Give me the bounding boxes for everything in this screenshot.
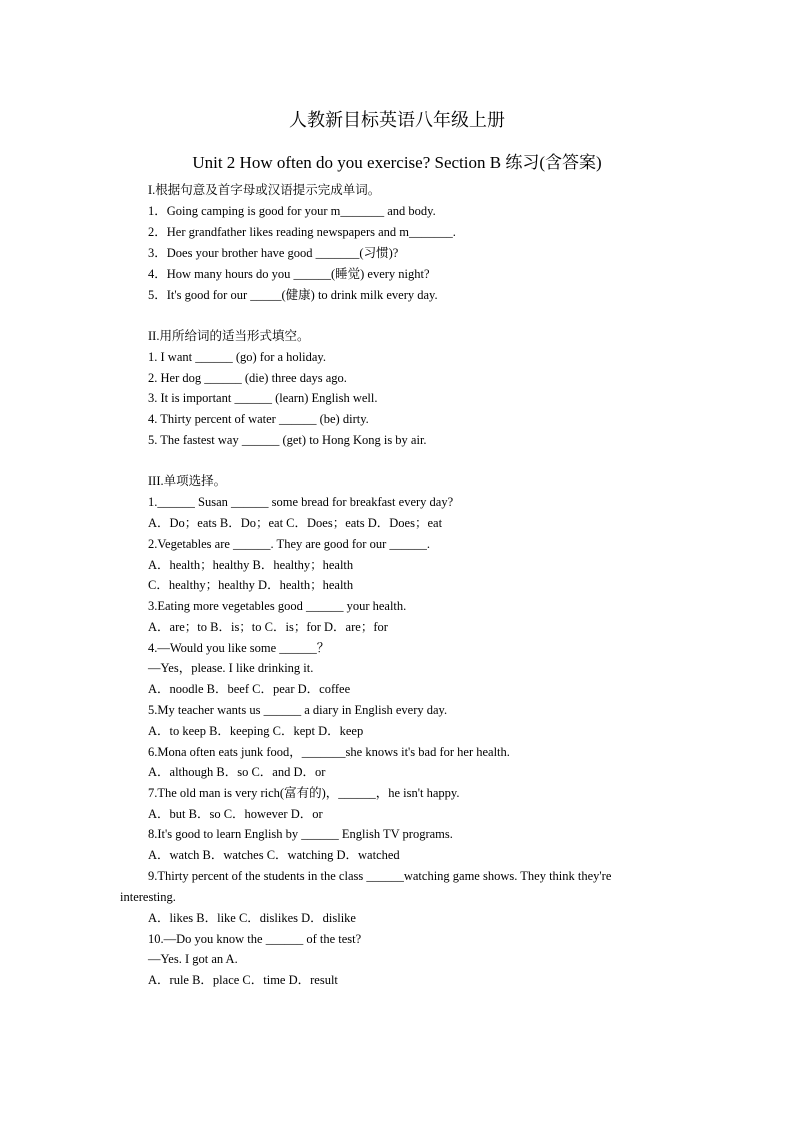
options-line: A．health；healthy B．healthy；health	[148, 558, 354, 572]
section1-item: 2．Her grandfather likes reading newspapers and m_______.	[148, 225, 456, 239]
question-line: 3.Eating more vegetables good ______ your health.	[148, 599, 407, 613]
options-line: A．noodle B．beef C．pear D．coffee	[148, 682, 351, 696]
options-line: C．healthy；healthy D．health；health	[148, 578, 354, 592]
options-line: A．are；to B．is；to C．is；for D．are；for	[148, 620, 388, 634]
question-line: —Yes. I got an A.	[148, 952, 238, 966]
section2-item: 4. Thirty percent of water ______ (be) dirty.	[148, 412, 369, 426]
section2-item: 2. Her dog ______ (die) three days ago.	[148, 371, 347, 385]
section2-item: 5. The fastest way ______ (get) to Hong Kong is by air.	[148, 433, 427, 447]
question-line-continued: interesting.	[120, 890, 176, 904]
page-title: 人教新目标英语八年级上册	[289, 110, 505, 130]
question-line: —Yes，please. I like drinking it.	[148, 661, 314, 675]
options-line: A．but B．so C．however D．or	[148, 807, 323, 821]
section1-heading: I.根据句意及首字母或汉语提示完成单词。	[148, 183, 381, 197]
section1-item: 3．Does your brother have good _______(习惯)?	[148, 246, 399, 260]
section1-item: 5．It's good for our _____(健康) to drink milk every day.	[148, 288, 438, 302]
question-line: 9.Thirty percent of the students in the class ______watching game shows. They think they're	[148, 869, 612, 883]
question-line: 4.—Would you like some ______？	[148, 641, 330, 655]
options-line: A．to keep B．keeping C．kept D．keep	[148, 724, 364, 738]
question-line: 2.Vegetables are ______. They are good for our ______.	[148, 537, 430, 551]
question-line: 5.My teacher wants us ______ a diary in English every day.	[148, 703, 448, 717]
question-line: 10.—Do you know the ______ of the test?	[148, 932, 362, 946]
question-line: 8.It's good to learn English by ______ English TV programs.	[148, 827, 453, 841]
page-subtitle: Unit 2 How often do you exercise? Section B 练习(含答案)	[192, 153, 602, 172]
options-line: A．although B．so C．and D．or	[148, 765, 326, 779]
section2-item: 1. I want ______ (go) for a holiday.	[148, 350, 326, 364]
section2-heading: II.用所给词的适当形式填空。	[148, 329, 310, 343]
options-line: A．watch B．watches C．watching D．watched	[148, 848, 400, 862]
question-line: 6.Mona often eats junk food，_______she knows it's bad for her health.	[148, 745, 510, 759]
question-line: 7.The old man is very rich(富有的)，______，he isn't happy.	[148, 786, 460, 800]
question-line: 1.______ Susan ______ some bread for breakfast every day?	[148, 495, 454, 509]
options-line: A．Do；eats B．Do；eat C．Does；eats D．Does；eat	[148, 516, 443, 530]
section1-item: 1．Going camping is good for your m_______ and body.	[148, 204, 436, 218]
section2-item: 3. It is important ______ (learn) English well.	[148, 391, 378, 405]
options-line: A．likes B．like C．dislikes D．dislike	[148, 911, 356, 925]
section3-heading: III.单项选择。	[148, 474, 227, 488]
options-line: A．rule B．place C．time D．result	[148, 973, 338, 987]
section1-item: 4．How many hours do you ______(睡觉) every night?	[148, 267, 430, 281]
